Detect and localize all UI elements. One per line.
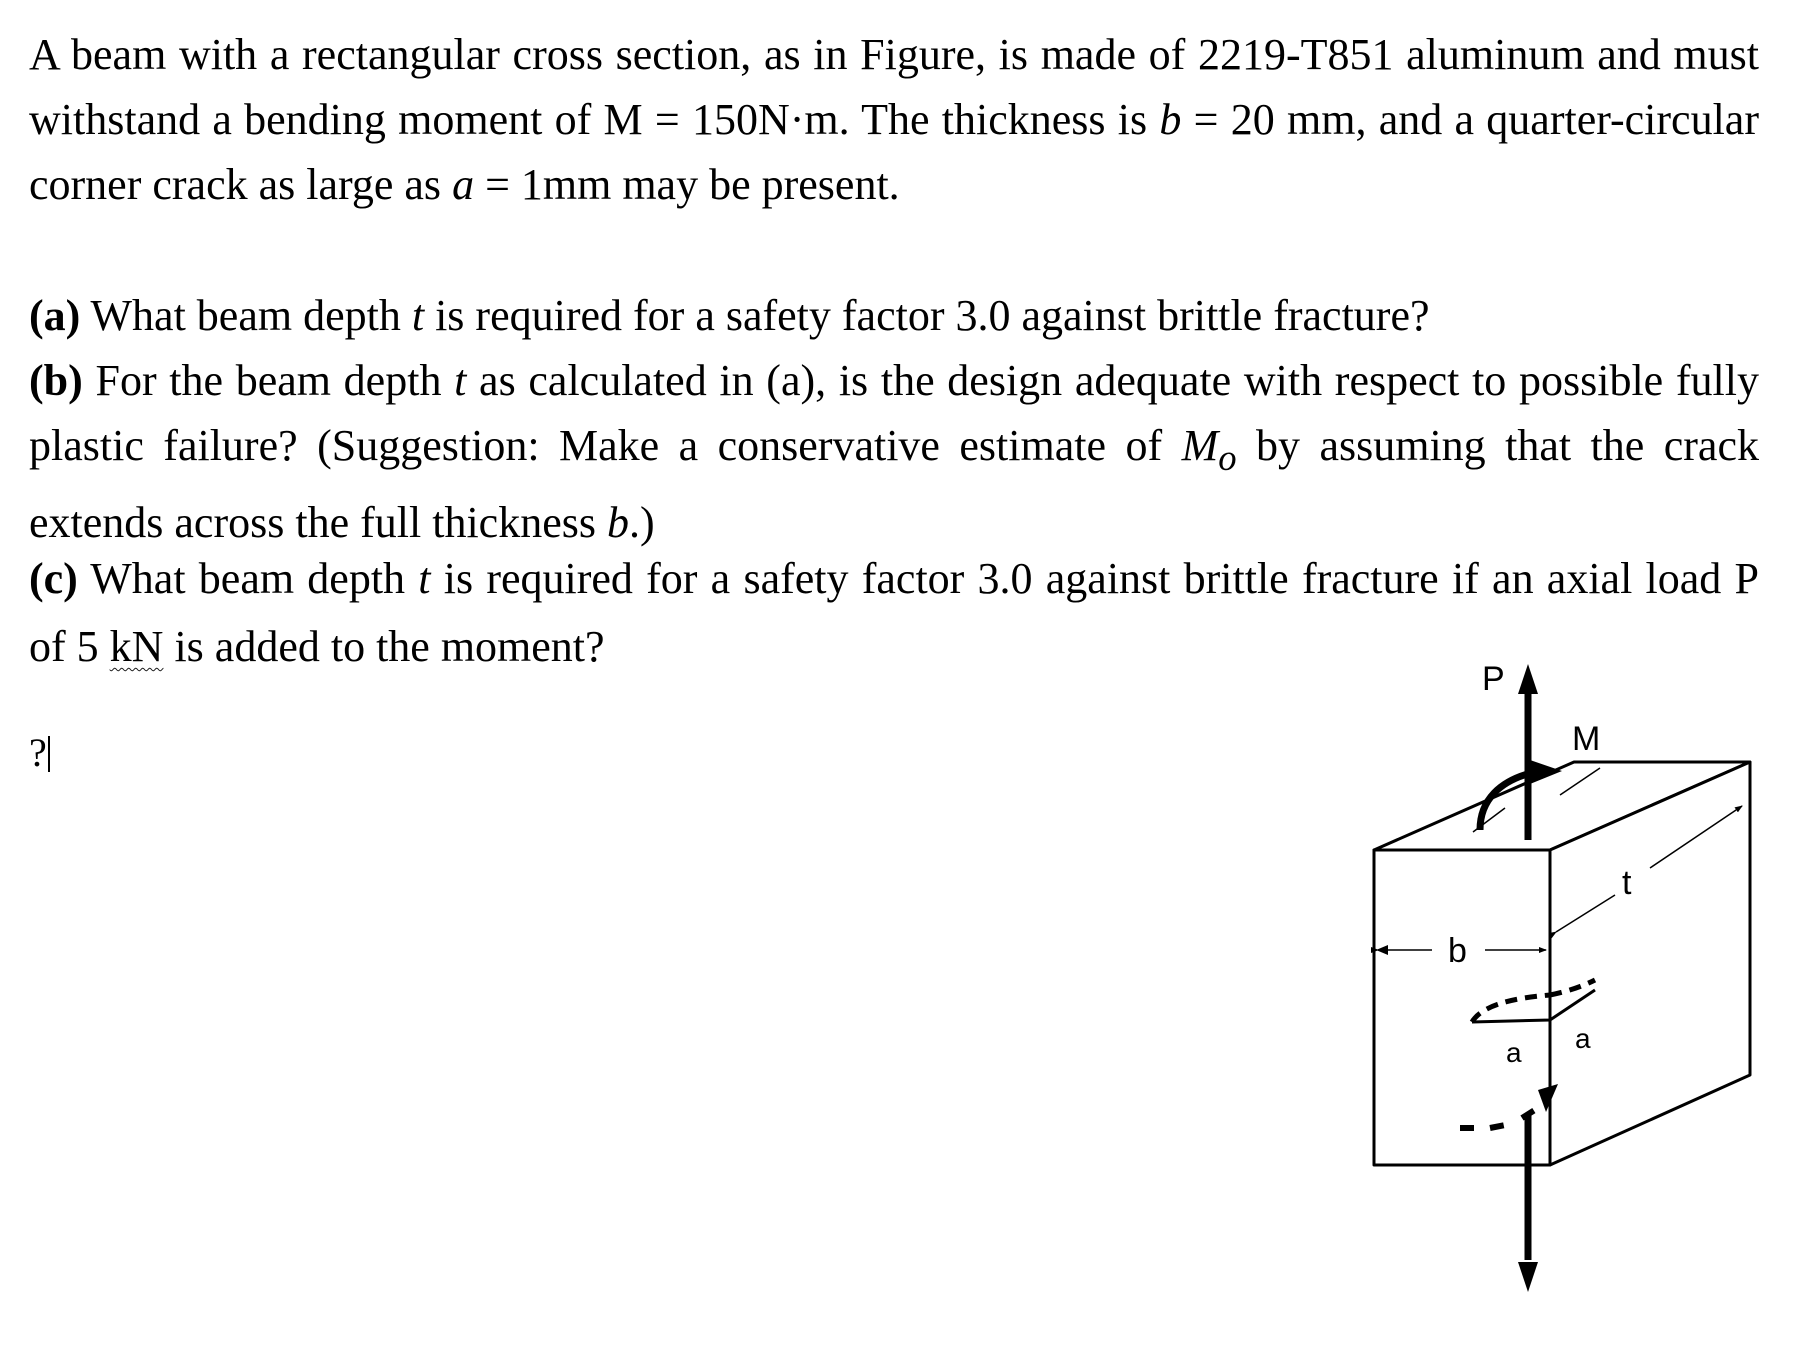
question-b-label: (b) xyxy=(29,356,83,405)
label-t: t xyxy=(1622,864,1632,902)
var-mo-subscript: o xyxy=(1218,436,1237,478)
question-b-text-3: by assuming that the crack extends across the full thickness xyxy=(29,421,1759,547)
beam-block xyxy=(1374,762,1750,1165)
force-arrowhead-top xyxy=(1518,664,1538,694)
editor-input-line[interactable] xyxy=(29,728,50,778)
question-a-text-2: is required for a safety factor 3.0 against brittle fracture? xyxy=(424,291,1430,340)
label-P: P xyxy=(1482,660,1505,698)
question-a xyxy=(29,283,1759,348)
question-b xyxy=(29,348,1759,555)
var-mo: M xyxy=(1181,421,1219,470)
spellcheck-underlined-word[interactable]: kN xyxy=(109,622,164,671)
label-a-left: a xyxy=(1506,1037,1522,1068)
question-a-text-1: What beam depth xyxy=(80,291,412,340)
var-a: a xyxy=(452,160,475,209)
intro-text-1: A beam with a rectangular cross section, as in Figure, is made of 2219-T851 aluminum and must withstand a bending moment of M = 150N·m. The thickness is xyxy=(29,30,1759,144)
var-b: b xyxy=(1159,95,1182,144)
question-b-text-4: .) xyxy=(628,497,655,547)
force-arrowhead-bottom xyxy=(1518,1262,1538,1292)
editor-typed-text: ? xyxy=(29,730,47,775)
var-t: t xyxy=(411,291,425,340)
var-t: t xyxy=(454,356,467,405)
var-t: t xyxy=(418,554,431,603)
intro-text-2: = 20 mm, and a quarter-circular corner crack as large as xyxy=(29,95,1759,209)
question-c-text-1: What beam depth xyxy=(77,554,419,603)
label-a-right: a xyxy=(1575,1023,1591,1054)
question-b-text-2: as calculated in (a), is the design adequate with respect to possible fully plastic failure? (Suggestion: Make a conservative estimate of xyxy=(29,356,1759,470)
question-c-text-2: is required for a safety factor 3.0 against brittle fracture if an axial load P of 5 xyxy=(29,554,1759,671)
beam-figure xyxy=(1360,650,1780,1330)
question-c-text-3: is added to the moment? xyxy=(163,622,605,671)
question-c-label: (c) xyxy=(29,554,78,603)
problem-intro xyxy=(29,22,1759,217)
var-b: b xyxy=(606,497,629,547)
text-cursor xyxy=(48,736,50,772)
label-M: M xyxy=(1572,720,1601,758)
label-b: b xyxy=(1448,932,1467,970)
question-a-label: (a) xyxy=(29,291,81,340)
question-b-text-1: For the beam depth xyxy=(82,356,455,405)
intro-text-3: = 1mm may be present. xyxy=(474,160,900,209)
